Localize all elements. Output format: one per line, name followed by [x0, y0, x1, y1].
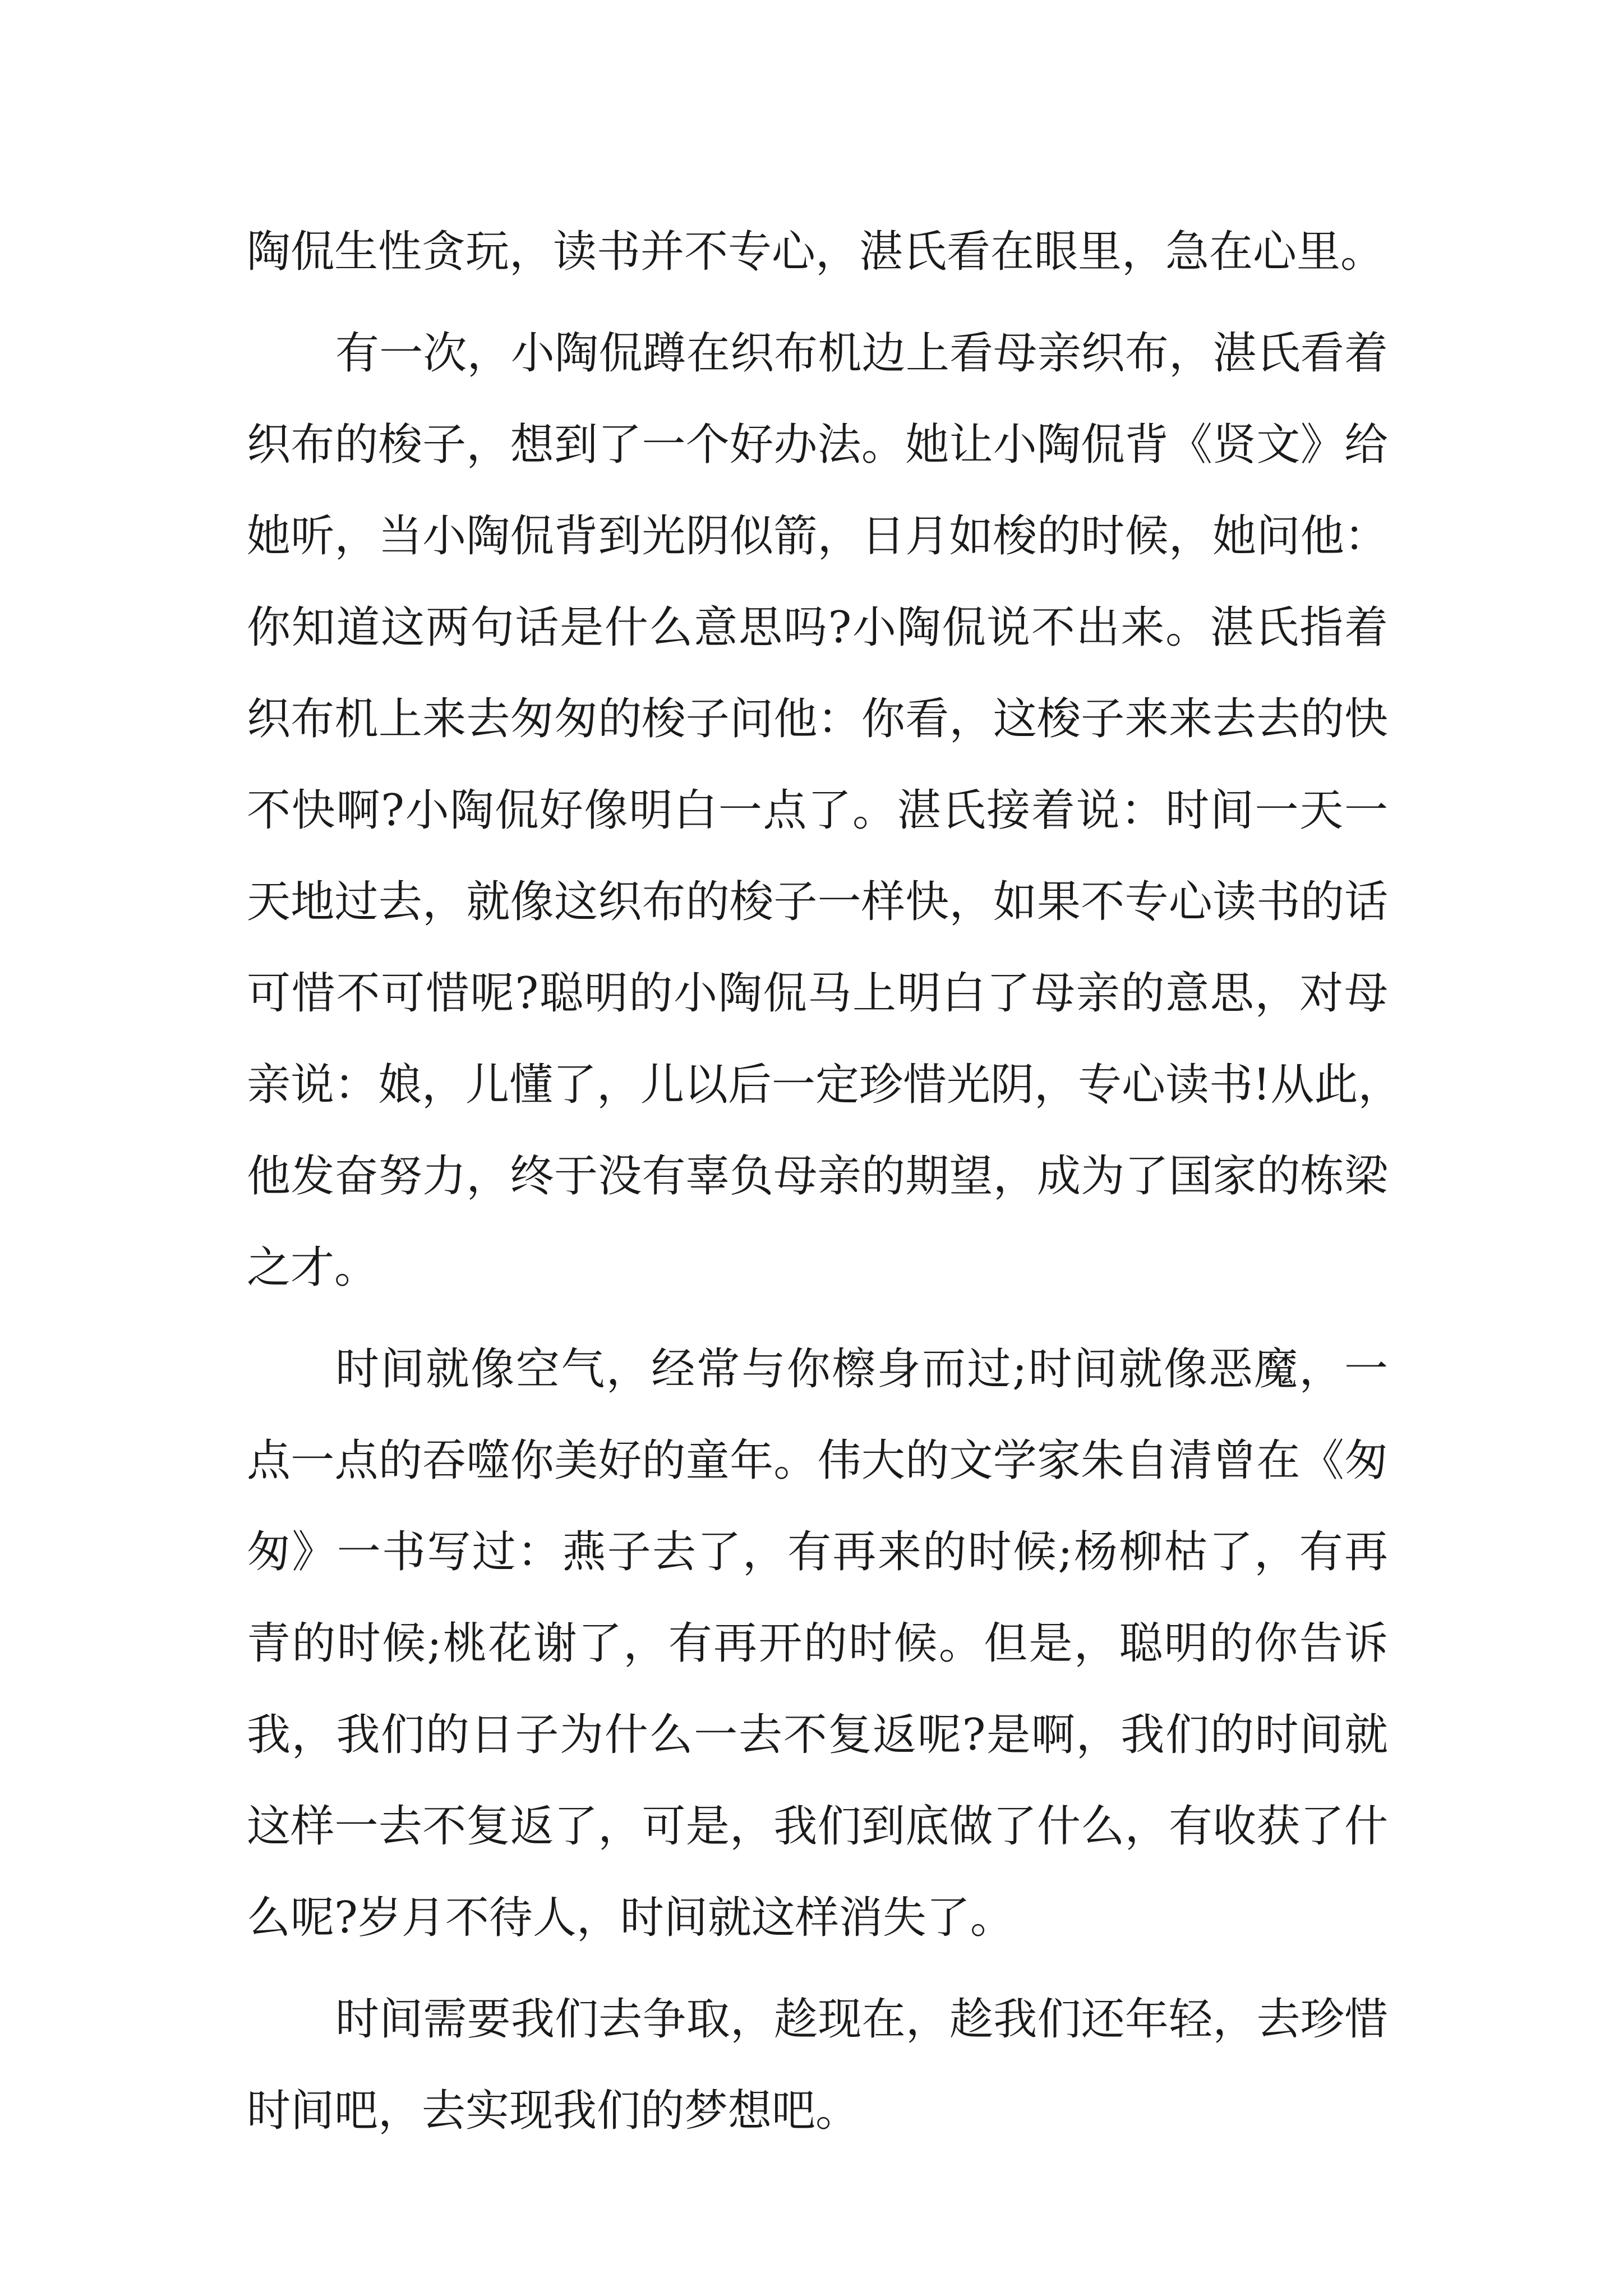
text-line: 之才。: [247, 1243, 379, 1293]
text-line: 我，我们的日子为什么一去不复返呢?是啊，我们的时间就: [247, 1710, 1388, 1760]
text-line: 么呢?岁月不待人，时间就这样消失了。: [247, 1893, 1014, 1943]
text-line: 你知道这两句话是什么意思吗?小陶侃说不出来。湛氏指着: [247, 602, 1388, 653]
text-line: 这样一去不复返了，可是，我们到底做了什么，有收获了什: [247, 1801, 1388, 1852]
text-line: 天地过去，就像这织布的梭子一样快，如果不专心读书的话: [247, 877, 1388, 927]
paragraph-gap: [247, 298, 1388, 308]
text-line: 青的时候;桃花谢了，有再开的时候。但是，聪明的你告诉: [247, 1618, 1388, 1669]
paragraph-1: [247, 206, 1388, 298]
text-line: 他发奋努力，终于没有辜负母亲的期望，成为了国家的栋梁: [247, 1151, 1388, 1202]
paragraph-2: [247, 308, 1402, 1314]
paragraph-gap: [247, 1314, 1388, 1324]
text-line: 点一点的吞噬你美好的童年。伟大的文学家朱自清曾在《匆: [247, 1435, 1388, 1486]
text-line: 织布的梭子，想到了一个好办法。她让小陶侃背《贤文》给: [247, 420, 1388, 470]
text-line: 可惜不可惜呢?聪明的小陶侃马上明白了母亲的意思，对母: [247, 968, 1388, 1019]
body-text: [247, 206, 1402, 2157]
text-line: 她听，当小陶侃背到光阴似箭，日月如梭的时候，她问他：: [247, 511, 1388, 562]
text-line: 时间吧，去实现我们的梦想吧。: [247, 2086, 860, 2136]
paragraph-4: [247, 1974, 1388, 2157]
text-line: 不快啊?小陶侃好像明白一点了。湛氏接着说：时间一天一: [247, 785, 1388, 836]
text-line: 时间需要我们去争取，趁现在，趁我们还年轻，去珍惜: [335, 1994, 1388, 2045]
paragraph-3: [247, 1324, 1388, 1964]
text-line: 有一次，小陶侃蹲在织布机边上看母亲织布，湛氏看着: [335, 328, 1388, 379]
text-line: 时间就像空气，经常与你檫身而过;时间就像恶魔，一: [335, 1344, 1388, 1395]
text-line: 亲说：娘，儿懂了，儿以后一定珍惜光阴，专心读书!从此，: [247, 1060, 1402, 1110]
text-line: 匆》一书写过：燕子去了，有再来的时候;杨柳枯了，有再: [247, 1527, 1388, 1577]
text-line: 陶侃生性贪玩，读书并不专心，湛氏看在眼里，急在心里。: [247, 227, 1385, 277]
paragraph-gap: [247, 1964, 1388, 1974]
text-line: 织布机上来去匆匆的梭子问他：你看，这梭子来来去去的快: [247, 694, 1388, 744]
